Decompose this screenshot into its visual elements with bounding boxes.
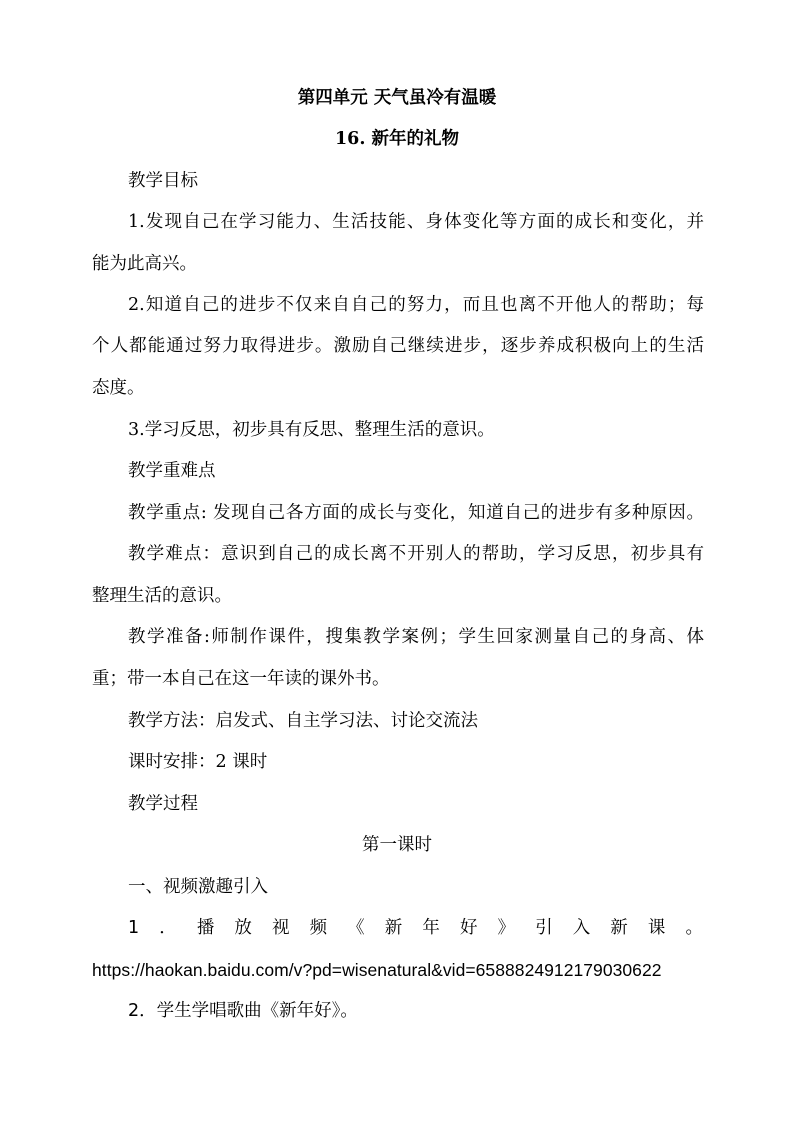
section-1-heading: 一、视频激趣引入	[128, 877, 268, 897]
preparation-line-1: 教学准备:师制作课件，搜集教学案例；学生回家测量自己的身高、体	[128, 627, 704, 647]
first-lesson-heading: 第一课时	[362, 835, 432, 855]
preparation-line-2: 重；带一本自己在这一年读的课外书。	[92, 669, 390, 689]
key-point: 教学重点: 发现自己各方面的成长与变化，知道自己的进步有多种原因。	[128, 503, 704, 523]
difficult-point-line-1: 教学难点：意识到自己的成长离不开别人的帮助，学习反思，初步具有	[128, 544, 704, 564]
process-heading: 教学过程	[128, 794, 198, 814]
goal-1-line-2: 能为此高兴。	[92, 254, 197, 274]
goal-2-line-2: 个人都能通过努力取得进步。激励自己继续进步，逐步养成积极向上的生活	[92, 336, 704, 356]
step-2: 2．学生学唱歌曲《新年好》。	[128, 1001, 358, 1021]
step-1-video-link[interactable]: https://haokan.baidu.com/v?pd=wisenatural&vid=6588824912179030622	[92, 960, 662, 980]
step-1-line-1: 1．播放视频《新年好》引入新课。	[128, 918, 704, 938]
goals-heading: 教学目标	[128, 171, 198, 191]
goal-1-line-1: 1.发现自己在学习能力、生活技能、身体变化等方面的成长和变化，并	[128, 212, 704, 232]
goal-3-line-1: 3.学习反思，初步具有反思、整理生活的意识。	[128, 420, 495, 440]
goal-2-line-1: 2.知道自己的进步不仅来自自己的努力，而且也离不开他人的帮助；每	[128, 295, 704, 315]
teaching-methods: 教学方法：启发式、自主学习法、讨论交流法	[128, 711, 478, 731]
unit-title: 第四单元 天气虽冷有温暖	[297, 88, 497, 108]
goal-2-line-3: 态度。	[92, 378, 145, 398]
key-difficult-heading: 教学重难点	[128, 461, 216, 481]
difficult-point-line-2: 整理生活的意识。	[92, 586, 232, 606]
lesson-title: 16. 新年的礼物	[334, 129, 460, 149]
lesson-schedule: 课时安排：2 课时	[128, 752, 268, 772]
